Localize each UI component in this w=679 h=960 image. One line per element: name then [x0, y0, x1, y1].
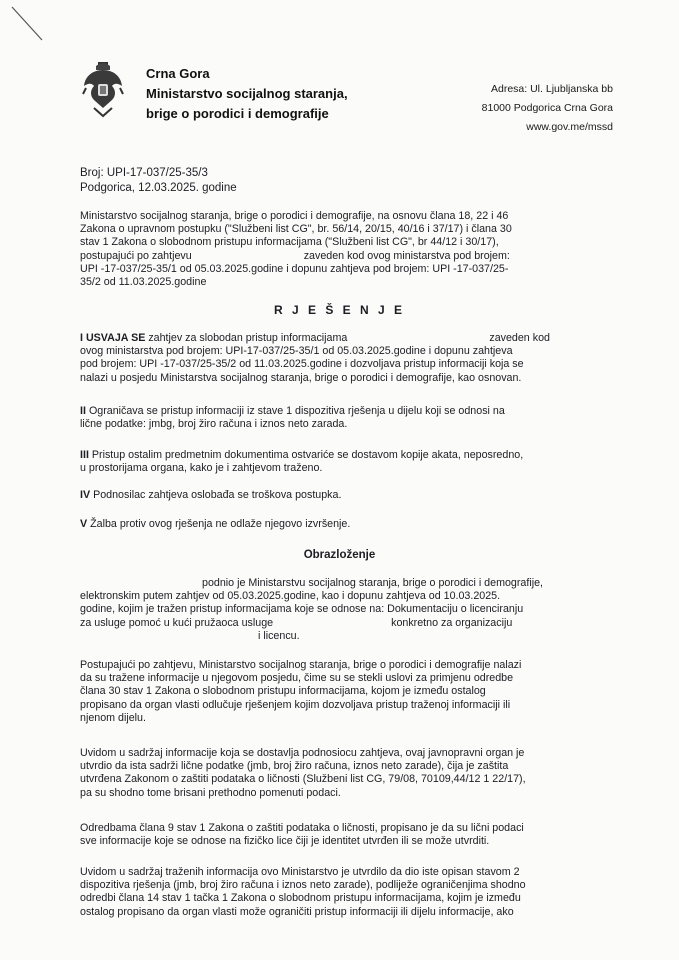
reasoning-paragraph-1	[80, 577, 586, 643]
reasoning-line: utvrdio da ista sadrži lične podatke (jmb, broj žiro računa, iznos neto zarade), čija je zaštita	[80, 760, 509, 773]
reasoning-line: njenom dijelu.	[80, 711, 146, 724]
reasoning-line: odredbi člana 14 stav 1 tačka 1 Zakona o slobodnom pristupu informacijama, kojim je između	[80, 892, 521, 905]
reasoning-line: Uvidom u sadržaj traženih informacija ovo Ministarstvo je utvrdilo da dio iste opisan stavom 2	[80, 866, 520, 878]
website-link[interactable]: www.gov.me/mssd	[526, 121, 613, 133]
reasoning-paragraph-4	[80, 822, 586, 848]
item-line	[80, 449, 586, 462]
intro-line: stav 1 Zakona o slobodnom pristupu informacijama ("Službeni list CG", br 44/12 i 30/17),	[80, 236, 499, 249]
reasoning-paragraph-2	[80, 659, 586, 725]
item-line: pod brojem: UPI -17-037/25-35/2 od 11.03.2025.godine i dozvoljava pristup informaciji koja se	[80, 358, 524, 371]
reasoning-paragraph-5	[80, 866, 586, 919]
intro-line: 35/2 od 11.03.2025.godine	[80, 276, 207, 289]
intro-line	[80, 250, 586, 263]
reasoning-paragraph-3	[80, 747, 586, 800]
intro-line-part: postupajući po zahtjevu	[80, 249, 192, 262]
item-line-part: Pristup ostalim predmetnim dokumentima ostvariće se dostavom kopije akata, neposredno,	[91, 449, 524, 461]
reasoning-line	[80, 617, 586, 630]
reasoning-line: Odredbama člana 9 stav 1 Zakona o zaštiti podataka o ličnosti, propisano je da su lični podaci	[80, 822, 524, 834]
organization-name	[146, 64, 348, 124]
item-line: ovog ministarstva pod brojem: UPI-17-037/25-35/1 od 05.03.2025.godine i dopunu zahtjeva	[80, 345, 513, 358]
decision-item-5	[80, 518, 586, 531]
reasoning-line: utvrđena Zakonom o zaštiti podataka o ličnosti (Službeni list CG, 79/08, 70109,44/12 1 22/17),	[80, 773, 526, 786]
reasoning-line-part: za usluge pomoć u kući pružaoca usluge	[80, 616, 274, 629]
reasoning-title: Obrazloženje	[303, 549, 376, 561]
decision-item-3	[80, 449, 586, 475]
city-address: 81000 Podgorica Crna Gora	[481, 102, 613, 114]
item-line: u prostorijama organa, kako je i zahtjevom traženo.	[80, 462, 323, 475]
item-line: lične podatke: jmbg, broj žiro računa i iznos neto zarada.	[80, 418, 348, 431]
reasoning-line	[80, 630, 586, 643]
item-number: III	[80, 449, 89, 461]
reference-block	[80, 166, 237, 196]
reasoning-line-part: i licencu.	[258, 629, 300, 642]
item-line-part: zaveden kod	[489, 332, 550, 344]
reasoning-line: godine, kojim je tražen pristup informacijama koje se odnose na: Dokumentaciju o licenciranju	[80, 603, 524, 616]
item-line-part: zahtjev za slobodan pristup informacijama	[148, 332, 348, 344]
country-name: Crna Gora	[146, 66, 210, 81]
item-line	[80, 518, 586, 531]
intro-paragraph	[80, 210, 586, 289]
address-block	[482, 80, 613, 137]
ministry-name-line2: brige o porodici i demografije	[146, 106, 329, 121]
reasoning-line	[80, 577, 586, 590]
item-line-part: Ograničava se pristup informaciji iz stave 1 dispozitiva rješenja u dijelu koji se odnosi na	[88, 405, 505, 417]
intro-line: UPI -17-037/25-35/1 od 05.03.2025.godine i dopunu zahtjeva pod brojem: UPI -17-037/25-	[80, 262, 509, 275]
intro-line: Ministarstvo socijalnog staranja, brige o porodici i demografije, na osnovu člana 18, 22 i 46	[80, 210, 509, 222]
reasoning-line: sve informacije koje se odnose na fizičko lice čiji je identitet utvrđen ili se može utvrditi.	[80, 835, 490, 848]
reasoning-line: Uvidom u sadržaj informacije koja se dostavlja podnosiocu zahtjeva, ovaj javnopravni organ je	[80, 747, 525, 759]
reasoning-line: pa su shodno tome brisani prethodno pomenuti podaci.	[80, 786, 341, 799]
reasoning-line: propisano da organ vlasti odlučuje rješenjem kojim dozvoljava pristup traženoj informaciji ili	[80, 698, 511, 711]
item-number: II	[80, 405, 86, 417]
reasoning-line-part: konkretno za organizaciju	[391, 616, 513, 629]
reasoning-line: Postupajući po zahtjevu, Ministarstvo socijalnog staranja, brige o porodici i demografije nalazi	[80, 659, 522, 671]
reasoning-line: člana 30 stav 1 Zakona o slobodnom pristupu informacijama, kojom je između ostalog	[80, 685, 486, 698]
item-line	[80, 405, 586, 418]
reference-number: Broj: UPI-17-037/25-35/3	[80, 167, 208, 179]
place-and-date: Podgorica, 12.03.2025. godine	[80, 182, 237, 194]
item-number: I USVAJA SE	[80, 332, 146, 344]
reasoning-line: da su tražene informacije u njegovom posjedu, čime su se stekli uslovi za primjenu odredbe	[80, 672, 514, 685]
item-line	[80, 332, 586, 345]
item-line: nalazi u posjedu Ministarstva socijalnog staranja, brige o porodici i demografije, kao osnovan.	[80, 371, 522, 384]
coat-of-arms-icon	[82, 58, 124, 120]
decision-item-4	[80, 489, 586, 502]
reasoning-line: dispozitiva rješenja (jmb, broj žiro računa i iznos neto zarade), podliježe ograničenjima shodno	[80, 879, 526, 892]
scan-artifact-line	[8, 4, 48, 44]
reasoning-line: ostalog propisano da organ vlasti može ograničiti pristup informaciji ili dijelu informacije, ako	[80, 905, 514, 918]
reasoning-line: elektronskim putem zahtjev od 05.03.2025.godine, kao i dopunu zahtjeva od 10.03.2025.	[80, 590, 501, 603]
intro-line-part: zaveden kod ovog ministarstva pod brojem:	[303, 249, 510, 262]
decision-item-2	[80, 405, 586, 431]
item-line-part: Žalba protiv ovog rješenja ne odlaže njegovo izvršenje.	[90, 518, 351, 530]
reasoning-line-part: podnio je Ministarstvu socijalnog staranja, brige o porodici i demografije,	[202, 577, 543, 589]
intro-line: Zakona o upravnom postupku ("Službeni list CG", br. 56/14, 20/15, 40/16 i 37/17) i člana 30	[80, 223, 512, 236]
decision-item-1	[80, 332, 586, 385]
item-line-part: Podnosilac zahtjeva oslobađa se troškova postupka.	[93, 489, 342, 501]
street-address: Adresa: Ul. Ljubljanska bb	[491, 83, 613, 95]
item-number: V	[80, 518, 88, 530]
ministry-name-line1: Ministarstvo socijalnog staranja,	[146, 86, 348, 101]
item-number: IV	[80, 489, 91, 501]
item-line	[80, 489, 586, 502]
decision-title: R J E Š E N J E	[273, 303, 406, 317]
